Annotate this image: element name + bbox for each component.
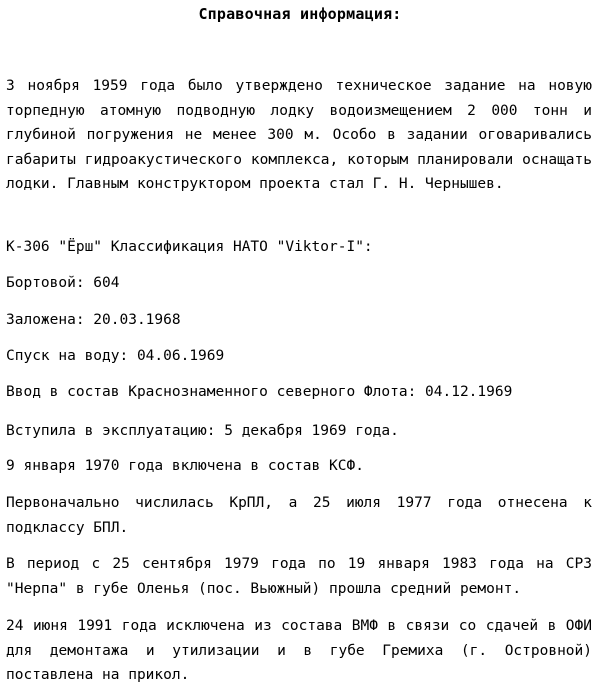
intro-paragraph: 3 ноября 1959 года было утверждено техническое задание на новую торпедную атомную подводную лодку водоизмещением 2 000 тонн и глубиной погружения не менее 300 м. Особо в задании оговаривались габариты гидроакустического комплекса, которым планировали оснащать лодки. Главным конструктором проекта стал Г. Н. Чернышев. xyxy=(6,78,592,192)
repair-paragraph: В период с 25 сентября 1979 года по 19 января 1983 года на СРЗ "Нерпа" в губе Оленья (пос. Вьюжный) прошла средний ремонт. xyxy=(6,556,592,597)
launch-date: Спуск на воду: 04.06.1969 xyxy=(6,348,225,364)
reclassification-paragraph: Первоначально числилась КрПЛ, а 25 июля 1977 года отнесена к подклассу БПЛ. xyxy=(6,495,592,536)
decommission-paragraph: 24 июня 1991 года исключена из состава ВМФ в связи со сдачей в ОФИ для демонтажа и утилизации и в губе Гремиха (г. Островной) поставлена на прикол. xyxy=(6,618,592,683)
submarine-heading: К-306 "Ёрш" Классификация НАТО "Viktor-I": xyxy=(6,239,373,255)
hull-number: Бортовой: 604 xyxy=(6,275,120,291)
commission-date: Ввод в состав Краснознаменного северного Флота: 04.12.1969 xyxy=(6,384,513,400)
document-title: Справочная информация: xyxy=(198,5,402,23)
service-entry-date: Вступила в эксплуатацию: 5 декабря 1969 года. xyxy=(6,423,399,439)
laid-down-date: Заложена: 20.03.1968 xyxy=(6,312,181,328)
ksf-inclusion-date: 9 января 1970 года включена в состав КСФ. xyxy=(6,458,364,474)
